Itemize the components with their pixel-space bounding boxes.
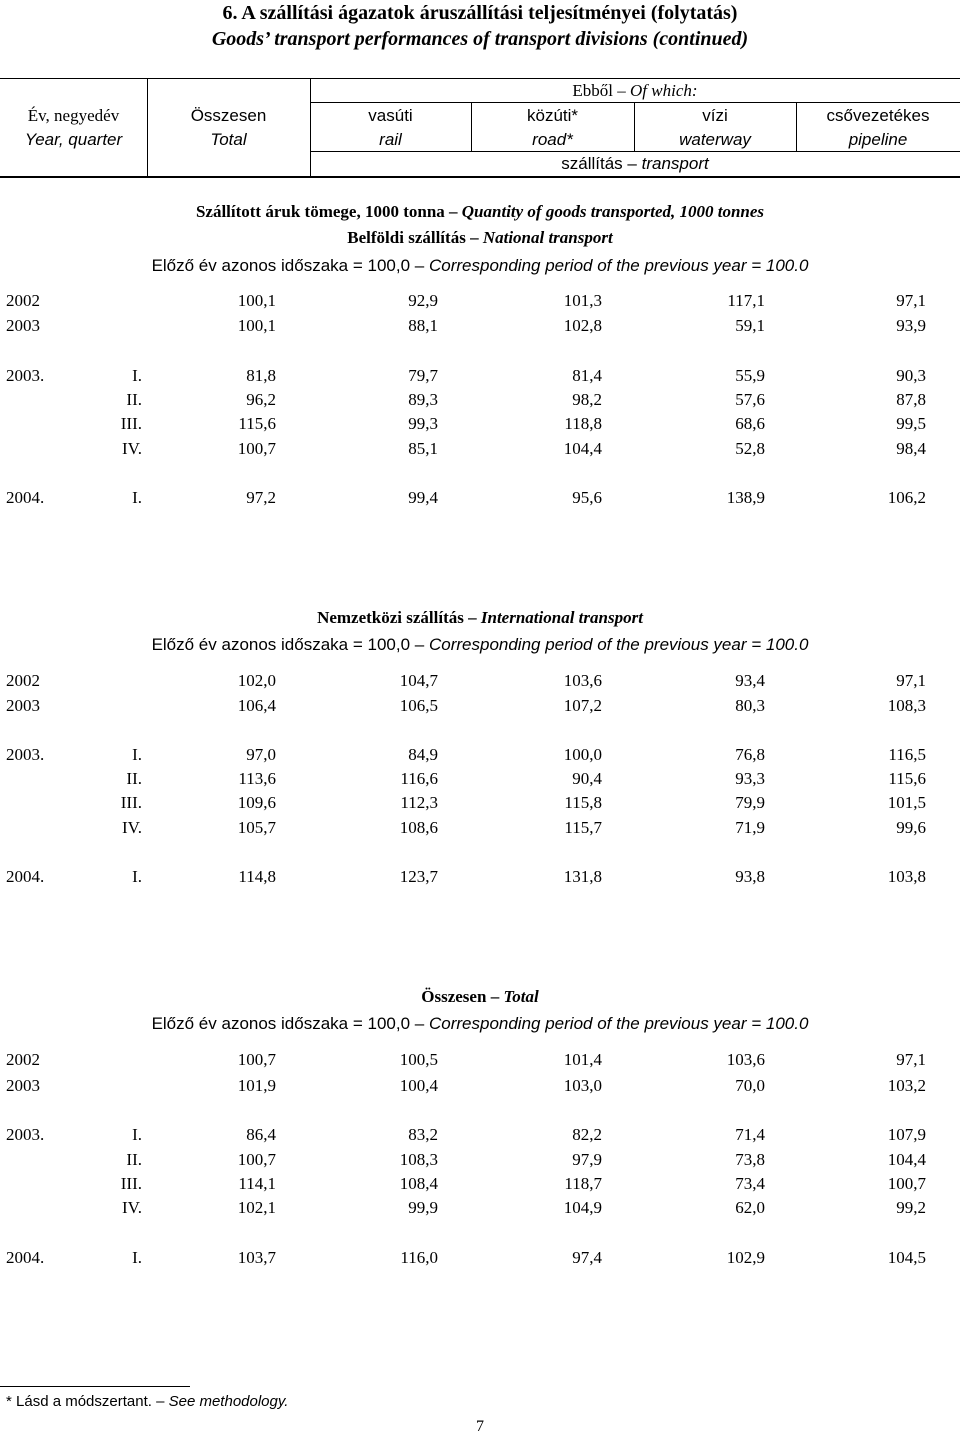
row-year: 2004. [6, 867, 45, 886]
water-header-hu: vízi [702, 106, 728, 125]
row-year: 2003. [6, 745, 45, 764]
table-row [0, 1248, 960, 1270]
transport-hu: szállítás [561, 154, 623, 173]
row-value: 108,4 [399, 1174, 438, 1193]
section-title-hu: Összesen [421, 987, 487, 1006]
row-value: 99,5 [896, 414, 926, 433]
row-value: 112,3 [400, 793, 438, 812]
row-value: 68,6 [735, 414, 765, 433]
row-value: 103,7 [237, 1248, 276, 1267]
row-value: 79,7 [408, 366, 438, 385]
row-value: 90,3 [896, 366, 926, 385]
table-row [0, 793, 960, 815]
row-value: 108,3 [887, 696, 926, 715]
row-value: 104,9 [563, 1198, 602, 1217]
row-value: 114,1 [238, 1174, 276, 1193]
row-year: 2003. [6, 366, 45, 385]
row-value: 73,8 [735, 1150, 765, 1169]
row-value: 104,7 [399, 671, 438, 690]
reference-en: Corresponding period of the previous year = 100.0 [428, 1014, 809, 1033]
main-heading-en: Quantity of goods transported, 1000 tonnes [461, 202, 765, 221]
row-value: 93,8 [735, 867, 765, 886]
table-header [0, 78, 960, 176]
row-value: 59,1 [735, 316, 765, 335]
table-row [0, 366, 960, 388]
row-value: 115,8 [564, 793, 602, 812]
row-value: 80,3 [735, 696, 765, 715]
row-value: 103,8 [887, 867, 926, 886]
section-title-en: National transport [482, 228, 613, 247]
row-value: 100,1 [237, 316, 276, 335]
row-value: 101,4 [563, 1050, 602, 1069]
row-quarter: I. [132, 366, 142, 385]
row-value: 108,3 [399, 1150, 438, 1169]
dash: – [468, 608, 477, 627]
table-row [0, 867, 960, 889]
row-value: 102,8 [563, 316, 602, 335]
page-number: 7 [476, 1418, 484, 1435]
row-quarter: IV. [122, 818, 142, 837]
row-value: 100,7 [237, 1050, 276, 1069]
row-value: 93,4 [735, 671, 765, 690]
row-value: 83,2 [408, 1125, 438, 1144]
pipe-header-hu: csővezetékes [826, 106, 930, 125]
row-value: 116,0 [400, 1248, 438, 1267]
main-heading [0, 202, 960, 222]
table-row [0, 1076, 960, 1098]
row-value: 117,1 [727, 291, 765, 310]
row-value: 100,4 [399, 1076, 438, 1095]
row-value: 116,6 [400, 769, 438, 788]
row-value: 99,4 [408, 488, 438, 507]
section-title-en: International transport [480, 608, 643, 627]
row-value: 107,9 [887, 1125, 926, 1144]
row-year: 2003 [6, 696, 40, 715]
main-heading-hu: Szállított áruk tömege, 1000 tonna [195, 202, 445, 221]
page-title-hu: 6. A szállítási ágazatok áruszállítási teljesítményei (folytatás) [222, 2, 738, 24]
table-row [0, 414, 960, 436]
row-value: 92,9 [408, 291, 438, 310]
section-title [0, 608, 960, 628]
row-year: 2003 [6, 1076, 40, 1095]
row-value: 100,7 [887, 1174, 926, 1193]
row-value: 103,6 [563, 671, 602, 690]
footnote [6, 1393, 288, 1410]
table-row [0, 1198, 960, 1220]
row-value: 102,0 [237, 671, 276, 690]
row-value: 62,0 [735, 1198, 765, 1217]
dash: – [414, 1014, 425, 1033]
table-row [0, 696, 960, 718]
row-value: 100,7 [237, 1150, 276, 1169]
row-year: 2004. [6, 488, 45, 507]
row-value: 104,4 [563, 439, 602, 458]
row-year: 2002 [6, 1050, 40, 1069]
table-row [0, 745, 960, 767]
row-value: 97,1 [896, 1050, 926, 1069]
row-value: 81,4 [572, 366, 602, 385]
section-title [0, 987, 960, 1007]
reference-period [0, 635, 960, 655]
row-value: 100,0 [563, 745, 602, 764]
footnote-en: See methodology. [168, 1393, 289, 1410]
row-value: 104,4 [887, 1150, 926, 1169]
row-value: 107,2 [563, 696, 602, 715]
road-header-hu: közúti* [526, 106, 579, 125]
page-title-en: Goods’ transport performances of transport divisions (continued) [211, 28, 749, 50]
row-year: 2003 [6, 316, 40, 335]
reference-period [0, 1014, 960, 1034]
row-quarter: I. [132, 1125, 142, 1144]
row-value: 100,1 [237, 291, 276, 310]
row-value: 95,6 [572, 488, 602, 507]
row-value: 96,2 [246, 390, 276, 409]
row-value: 100,7 [237, 439, 276, 458]
row-quarter: III. [120, 793, 142, 812]
table-row [0, 1174, 960, 1196]
row-quarter: I. [132, 745, 142, 764]
row-value: 88,1 [408, 316, 438, 335]
section-title-hu: Belföldi szállítás [347, 228, 466, 247]
section-title [0, 228, 960, 248]
row-value: 99,3 [408, 414, 438, 433]
row-value: 118,7 [564, 1174, 602, 1193]
row-value: 101,9 [237, 1076, 276, 1095]
row-value: 98,2 [572, 390, 602, 409]
table-row [0, 291, 960, 313]
row-value: 108,6 [399, 818, 438, 837]
table-row [0, 769, 960, 791]
row-quarter: II. [126, 390, 142, 409]
row-value: 71,4 [735, 1125, 765, 1144]
row-value: 97,1 [896, 291, 926, 310]
table-row [0, 488, 960, 510]
row-value: 90,4 [572, 769, 602, 788]
transport-en: transport [641, 154, 709, 173]
row-value: 100,5 [399, 1050, 438, 1069]
table-row [0, 439, 960, 461]
water-header-en: waterway [679, 130, 751, 149]
dash: – [617, 81, 626, 100]
dash: – [627, 154, 637, 173]
row-quarter: IV. [122, 1198, 142, 1217]
row-value: 71,9 [735, 818, 765, 837]
row-value: 109,6 [237, 793, 276, 812]
row-quarter: II. [126, 769, 142, 788]
rail-header-hu: vasúti [368, 106, 413, 125]
section-title-hu: Nemzetközi szállítás [317, 608, 464, 627]
section-title-en: Total [503, 987, 539, 1006]
row-value: 104,5 [887, 1248, 926, 1267]
row-quarter: IV. [122, 439, 142, 458]
row-value: 116,5 [888, 745, 926, 764]
year-header-en: Year, quarter [24, 130, 123, 149]
reference-hu: Előző év azonos időszaka = 100,0 [151, 1014, 411, 1033]
row-value: 114,8 [238, 867, 276, 886]
table-row [0, 316, 960, 338]
transport-label [310, 154, 960, 174]
row-year: 2002 [6, 291, 40, 310]
row-value: 98,4 [896, 439, 926, 458]
reference-hu: Előző év azonos időszaka = 100,0 [151, 256, 411, 275]
table-row [0, 390, 960, 412]
row-value: 76,8 [735, 745, 765, 764]
row-value: 89,3 [408, 390, 438, 409]
row-value: 73,4 [735, 1174, 765, 1193]
dash: – [414, 256, 425, 275]
row-value: 79,9 [735, 793, 765, 812]
rail-header-en: rail [379, 130, 402, 149]
table-row [0, 1125, 960, 1147]
row-value: 106,2 [887, 488, 926, 507]
road-header-en: road* [532, 130, 573, 149]
row-quarter: III. [120, 1174, 142, 1193]
row-value: 102,1 [237, 1198, 276, 1217]
reference-en: Corresponding period of the previous year = 100.0 [428, 256, 809, 275]
row-value: 118,8 [564, 414, 602, 433]
row-value: 87,8 [896, 390, 926, 409]
row-quarter: II. [126, 1150, 142, 1169]
row-value: 101,3 [563, 291, 602, 310]
table-row [0, 1050, 960, 1072]
row-quarter: I. [132, 488, 142, 507]
row-value: 138,9 [726, 488, 765, 507]
of-which-label [310, 81, 960, 101]
dash: – [449, 202, 458, 221]
row-year: 2002 [6, 671, 40, 690]
row-value: 99,9 [408, 1198, 438, 1217]
total-header-en: Total [210, 130, 247, 149]
row-value: 97,4 [572, 1248, 602, 1267]
of-which-hu: Ebből [572, 81, 614, 100]
row-value: 99,6 [896, 818, 926, 837]
row-value: 99,2 [896, 1198, 926, 1217]
row-year: 2004. [6, 1248, 45, 1267]
row-value: 115,6 [238, 414, 276, 433]
table-row [0, 1150, 960, 1172]
row-quarter: III. [120, 414, 142, 433]
row-value: 97,0 [246, 745, 276, 764]
row-year: 2003. [6, 1125, 45, 1144]
dash: – [156, 1393, 165, 1410]
row-value: 115,6 [888, 769, 926, 788]
row-value: 106,5 [399, 696, 438, 715]
row-value: 86,4 [246, 1125, 276, 1144]
year-header-hu: Év, negyedév [27, 106, 120, 125]
row-value: 97,1 [896, 671, 926, 690]
row-quarter: I. [132, 867, 142, 886]
footnote-hu: * Lásd a módszertant. [6, 1393, 152, 1410]
row-value: 113,6 [238, 769, 276, 788]
footnote-divider [0, 1386, 190, 1387]
row-value: 52,8 [735, 439, 765, 458]
row-value: 131,8 [563, 867, 602, 886]
row-value: 55,9 [735, 366, 765, 385]
total-header-hu: Összesen [190, 106, 267, 125]
row-value: 105,7 [237, 818, 276, 837]
row-value: 103,0 [563, 1076, 602, 1095]
row-value: 85,1 [408, 439, 438, 458]
row-value: 101,5 [887, 793, 926, 812]
row-value: 70,0 [735, 1076, 765, 1095]
pipe-header-en: pipeline [848, 130, 908, 149]
reference-period [0, 256, 960, 276]
dash: – [490, 987, 500, 1006]
row-value: 57,6 [735, 390, 765, 409]
dash: – [414, 635, 425, 654]
row-value: 84,9 [408, 745, 438, 764]
row-value: 103,2 [887, 1076, 926, 1095]
row-value: 93,9 [896, 316, 926, 335]
row-value: 123,7 [399, 867, 438, 886]
row-value: 103,6 [726, 1050, 765, 1069]
row-value: 102,9 [726, 1248, 765, 1267]
row-value: 82,2 [572, 1125, 602, 1144]
table-row [0, 671, 960, 693]
row-value: 106,4 [237, 696, 276, 715]
of-which-en: Of which: [630, 81, 698, 100]
row-value: 93,3 [735, 769, 765, 788]
row-value: 97,9 [572, 1150, 602, 1169]
row-value: 115,7 [564, 818, 602, 837]
row-value: 97,2 [246, 488, 276, 507]
table-row [0, 818, 960, 840]
dash: – [470, 228, 479, 247]
row-quarter: I. [132, 1248, 142, 1267]
row-value: 81,8 [246, 366, 276, 385]
reference-hu: Előző év azonos időszaka = 100,0 [151, 635, 411, 654]
reference-en: Corresponding period of the previous year = 100.0 [428, 635, 809, 654]
